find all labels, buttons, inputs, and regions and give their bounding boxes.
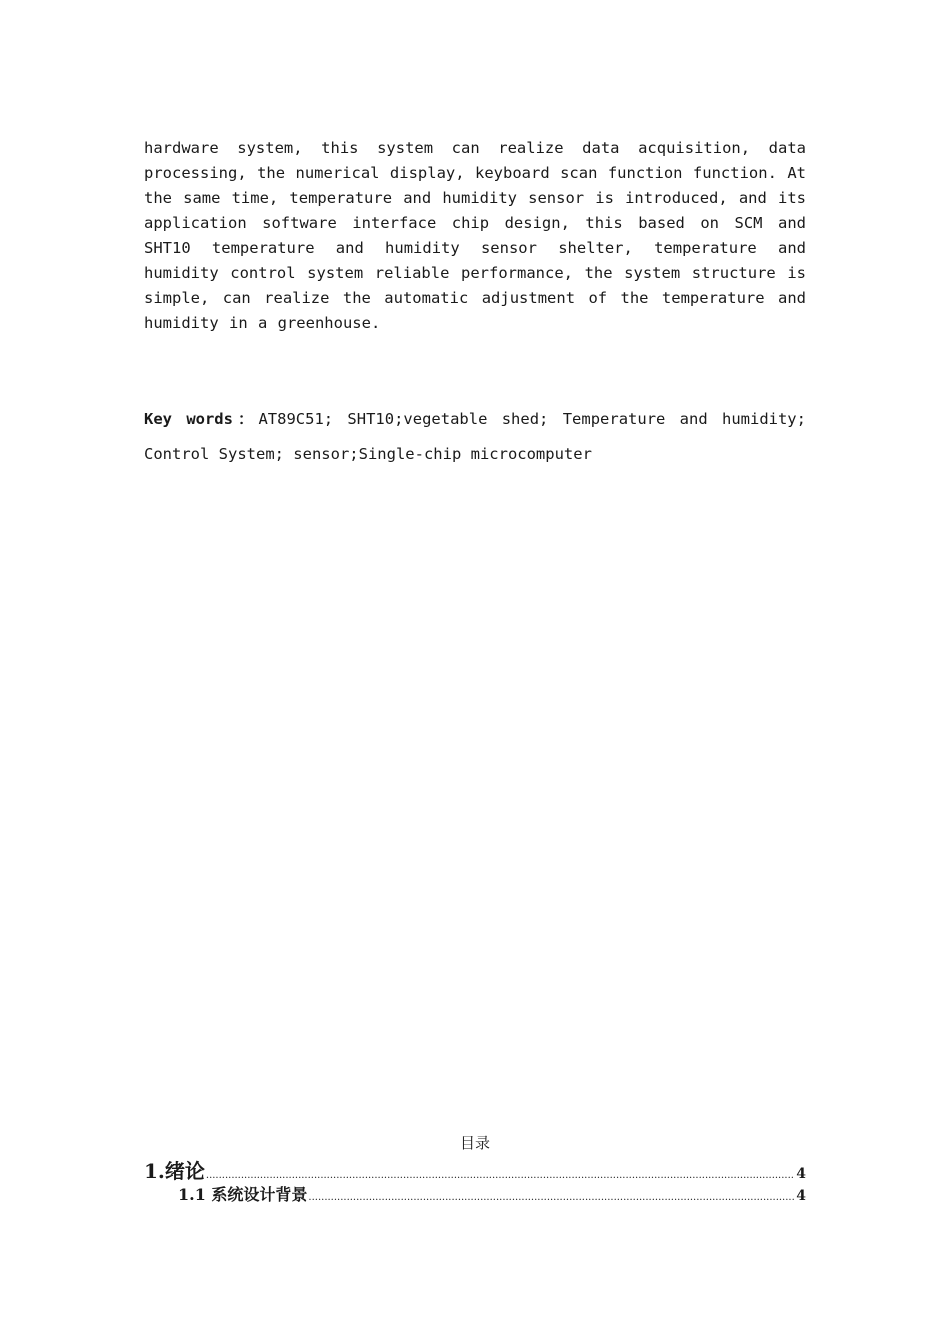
keywords-paragraph [144,402,806,472]
toc-entry-page: 4 [796,1166,806,1182]
toc-leader-dots [206,1170,795,1181]
toc-title: 目录 [459,1134,490,1152]
abstract-text: hardware system, this system can realize data acquisition, data processing, the numerical display, keyboard scan function function. At the same time, temperature and humidity sensor is introduced, and its application software interface chip design, this based on SCM and SHT10 temperature and humidity sensor shelter, temperature and humidity control system reliable performance, the system structure is simple, can realize the automatic adjustment of the temperature and humidity in a greenhouse. [144,139,806,332]
toc-entry-chapter-1[interactable] [144,1155,806,1184]
keywords-text: AT89C51; SHT10;vegetable shed; Temperature and humidity; Control System; sensor;Single-chip microcomputer [144,410,806,463]
toc-entry-label: 1.1 系统设计背景 [178,1185,308,1204]
toc-leader-dots [308,1192,795,1203]
toc-entry-page: 4 [796,1188,806,1204]
toc-entry-section-1-1[interactable] [178,1182,806,1205]
keywords-label: Key words： [144,410,259,428]
toc-entry-label: 1.绪论 [144,1159,205,1183]
